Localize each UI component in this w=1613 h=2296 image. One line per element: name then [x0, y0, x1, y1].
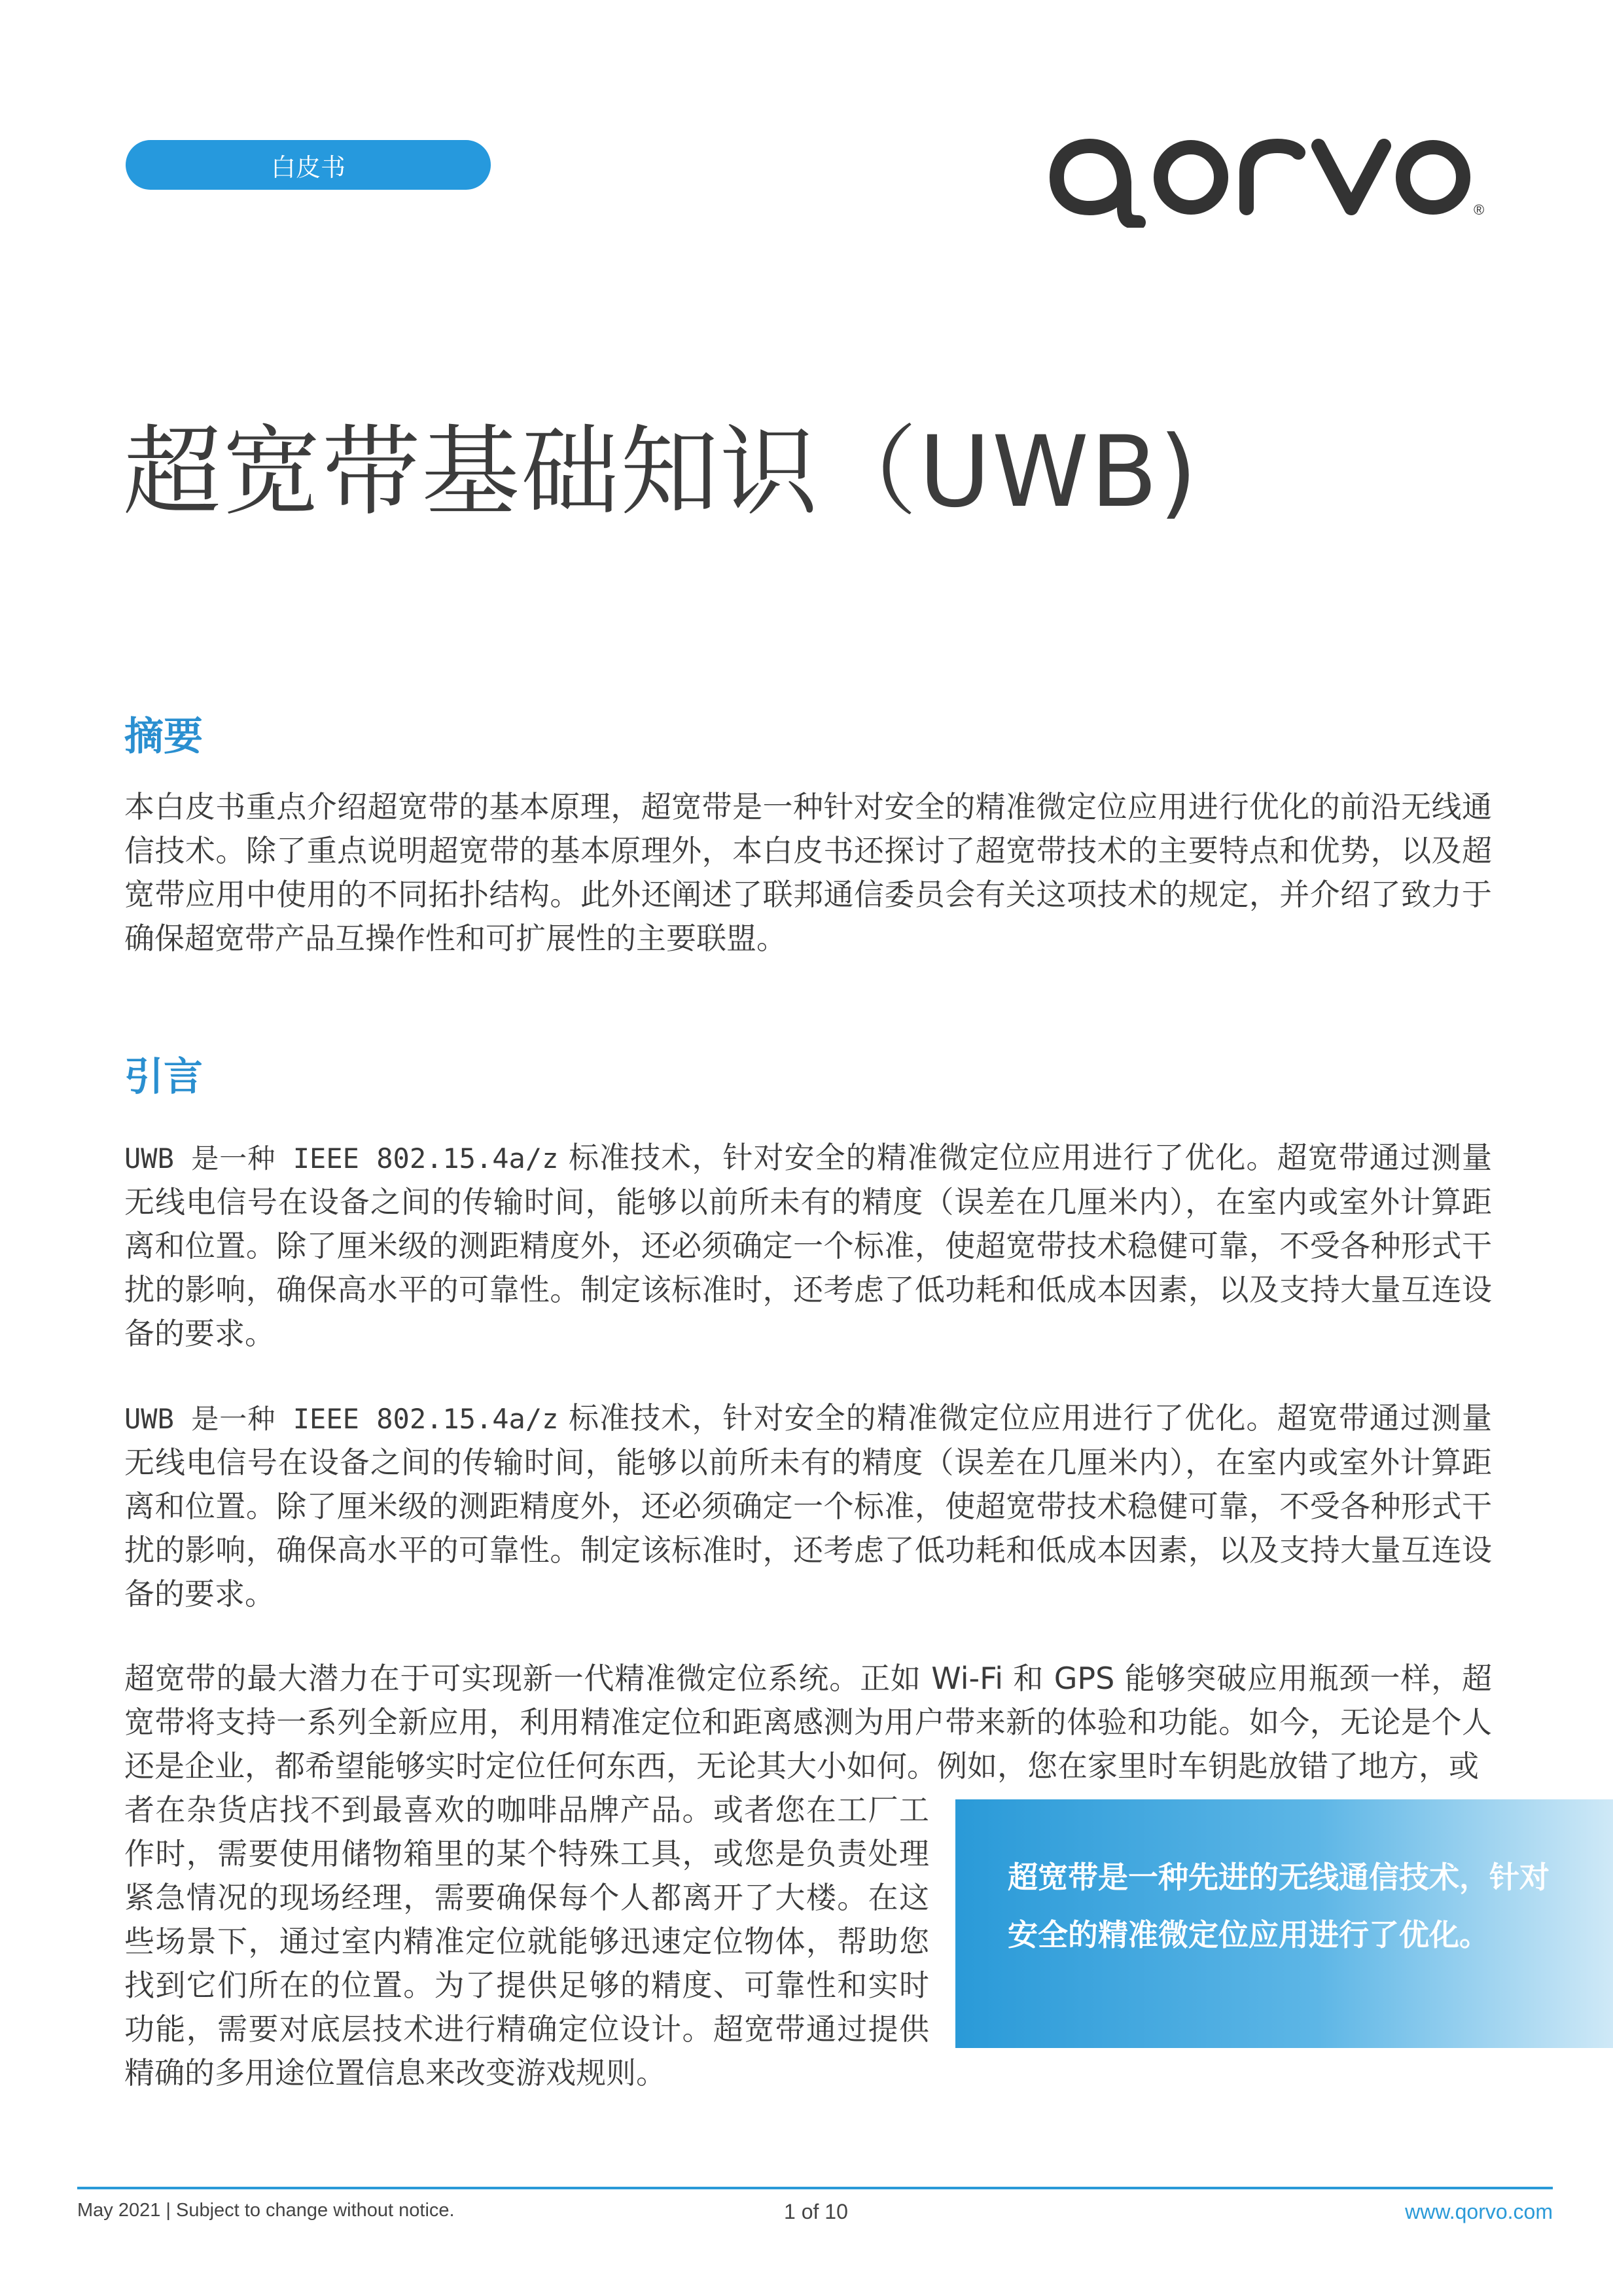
- logo-text: qorvo: [1047, 110, 1049, 111]
- page-title: 超宽带基础知识（UWB): [123, 415, 1199, 529]
- qorvo-logo: [1047, 110, 1505, 228]
- page-number: 1 of 10: [784, 2200, 848, 2223]
- footer-date-note: May 2021 | Subject to change without notice.: [77, 2200, 455, 2221]
- pull-quote-callout: [955, 1799, 1613, 2048]
- intro-paragraph-3-continued: 者在杂货店找不到最喜欢的咖啡品牌产品。或者您在工厂工作时，需要使用储物箱里的某个特殊工具，或您是负责处理紧急情况的现场经理，需要确保每个人都离开了大楼。在这些场景下，通过室内精准定位就能够迅速定位物体，帮助您找到它们所在的位置。为了提供足够的精度、可靠性和实时功能，需要对底层技术进行精确定位设计。超宽带通过提供精确的多用途位置信息来改变游戏规则。: [124, 1792, 929, 2091]
- intro-p2-standard: UWB 是一种 IEEE 802.15.4a/z: [124, 1403, 559, 1435]
- intro-paragraph-3: 超宽带的最大潜力在于可实现新一代精准微定位系统。正如 Wi-Fi 和 GPS 能够突破应用瓶颈一样，超宽带将支持一系列全新应用，利用精准定位和距离感测为用户带来新的体验和功能。如今，无论是个人还是企业，都希望能够实时定位任何东西，无论其大小如何。例如，您在家里时车钥匙放错了地方，或: [124, 1661, 1492, 1784]
- intro-heading: 引言: [124, 1054, 203, 1100]
- intro-paragraph-2: [124, 1396, 1492, 1616]
- intro-p2-text: 标准技术，针对安全的精准微定位应用进行了优化。超宽带通过测量无线电信号在设备之间的传输时间，能够以前所未有的精度（误差在几厘米内），在室内或室外计算距离和位置。除了厘米级的测距精度外，还必须确定一个标准，使超宽带技术稳健可靠，不受各种形式干扰的影响，确保高水平的可靠性。制定该标准时，还考虑了低功耗和低成本因素，以及支持大量互连设备的要求。: [124, 1400, 1492, 1612]
- footer-website-link[interactable]: www.qorvo.com: [1405, 2200, 1553, 2223]
- document-type-badge: 白皮书: [126, 140, 491, 190]
- intro-p1-text: 标准技术，针对安全的精准微定位应用进行了优化。超宽带通过测量无线电信号在设备之间的传输时间，能够以前所未有的精度（误差在几厘米内），在室内或室外计算距离和位置。除了厘米级的测距精度外，还必须确定一个标准，使超宽带技术稳健可靠，不受各种形式干扰的影响，确保高水平的可靠性。制定该标准时，还考虑了低功耗和低成本因素，以及支持大量互连设备的要求。: [124, 1140, 1492, 1351]
- summary-paragraph: 本白皮书重点介绍超宽带的基本原理，超宽带是一种针对安全的精准微定位应用进行优化的前沿无线通信技术。除了重点说明超宽带的基本原理外，本白皮书还探讨了超宽带技术的主要特点和优势，以及超宽带应用中使用的不同拓扑结构。此外还阐述了联邦通信委员会有关这项技术的规定，并介绍了致力于确保超宽带产品互操作性和可扩展性的主要联盟。: [124, 789, 1492, 956]
- pull-quote-text: 超宽带是一种先进的无线通信技术，针对安全的精准微定位应用进行了优化。: [1008, 1860, 1550, 1952]
- registered-mark: ®: [1474, 202, 1485, 218]
- intro-paragraph-1: [124, 1136, 1492, 1356]
- intro-p1-standard: UWB 是一种 IEEE 802.15.4a/z: [124, 1142, 559, 1174]
- footer-divider: [77, 2187, 1553, 2189]
- summary-heading: 摘要: [124, 714, 203, 760]
